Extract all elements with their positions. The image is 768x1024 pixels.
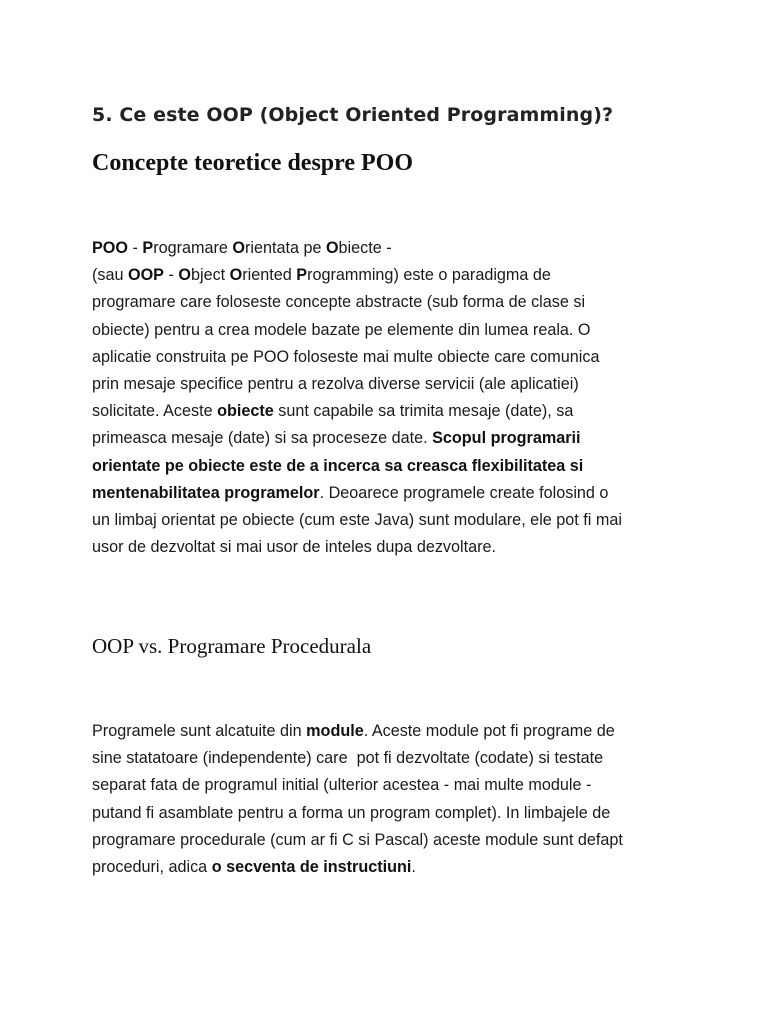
bold-text: O: [232, 239, 245, 257]
text-run: . Deoarece programele create folosind o: [319, 483, 609, 502]
text-run: sunt capabile sa trimita mesaje (date), sa: [273, 402, 574, 421]
text-run: solicitate. Aceste: [92, 402, 218, 421]
text-line: sine statatoare (independente) care pot fi dezvoltate (codate) si testate: [92, 749, 604, 768]
bold-text: O: [229, 266, 243, 285]
text-line: [92, 718, 692, 745]
bold-text: OOP: [128, 266, 164, 285]
bold-text: orientate pe obiecte este de a incerca sa creasca flexibilitatea si: [92, 456, 584, 475]
bold-text: P: [296, 266, 308, 285]
text-run: rogramare: [153, 239, 233, 257]
text-line: [92, 398, 692, 425]
text-run: . Aceste module pot fi programe de: [363, 722, 615, 740]
text-line: programare procedurale (cum ar fi C si Pascal) aceste module sunt defapt: [92, 830, 623, 849]
text-run: rogramming) este o paradigma de: [307, 266, 551, 285]
paragraph-procedural: [92, 718, 692, 881]
text-line: usor de dezvoltat si mai usor de inteles dupa dezvoltare.: [92, 538, 497, 557]
text-run: rientata pe: [244, 239, 326, 257]
text-line: [92, 425, 692, 452]
section-heading-oop-vs-procedural: OOP vs. Programare Procedurala: [92, 634, 372, 658]
text-line: aplicatie construita pe POO foloseste mai multe obiecte care comunica: [92, 347, 600, 366]
bold-text: POO: [92, 239, 128, 257]
text-line: prin mesaje specifice pentru a rezolva diverse servicii (ale aplicatiei): [92, 375, 579, 394]
text-run: biecte -: [338, 239, 392, 257]
bold-text: mentenabilitatea programelor: [92, 483, 320, 502]
bold-text: Scopul programarii: [432, 429, 581, 448]
paragraph-poo-definition: [92, 235, 692, 561]
text-line: obiecte) pentru a crea modele bazate pe elemente din lumea reala. O: [92, 320, 591, 339]
bold-text: module: [306, 722, 364, 740]
text-line: [92, 854, 692, 881]
text-run: -: [163, 266, 179, 285]
bold-text: O: [325, 239, 339, 257]
text-run: proceduri, adica: [92, 858, 212, 877]
bold-text: O: [178, 266, 191, 285]
bold-text: P: [142, 239, 154, 257]
text-run: (sau: [92, 266, 128, 285]
text-line: un limbaj orientat pe obiecte (cum este Java) sunt modulare, ele pot fi mai: [92, 511, 622, 530]
text-run: bject: [190, 266, 230, 285]
text-line: [92, 480, 692, 507]
text-run: riented: [242, 266, 297, 285]
text-run: primeasca mesaje (date) si sa proceseze date.: [92, 429, 433, 448]
text-line: putand fi asamblate pentru a forma un program complet). In limbajele de: [92, 803, 611, 822]
question-heading: 5. Ce este OOP (Object Oriented Programming)?: [92, 104, 614, 126]
text-run: .: [411, 858, 416, 877]
bold-text: obiecte: [217, 402, 274, 421]
text-line: [92, 262, 692, 289]
text-line: [92, 453, 692, 480]
text-run: Programele sunt alcatuite din: [92, 722, 307, 740]
section-heading-concepts: Concepte teoretice despre POO: [92, 150, 414, 176]
text-run: -: [127, 239, 143, 257]
text-line: programare care foloseste concepte abstracte (sub forma de clase si: [92, 293, 586, 312]
text-line: [92, 235, 692, 262]
bold-text: o secventa de instructiuni: [211, 858, 412, 877]
text-line: separat fata de programul initial (ulterior acestea - mai multe module -: [92, 776, 592, 795]
